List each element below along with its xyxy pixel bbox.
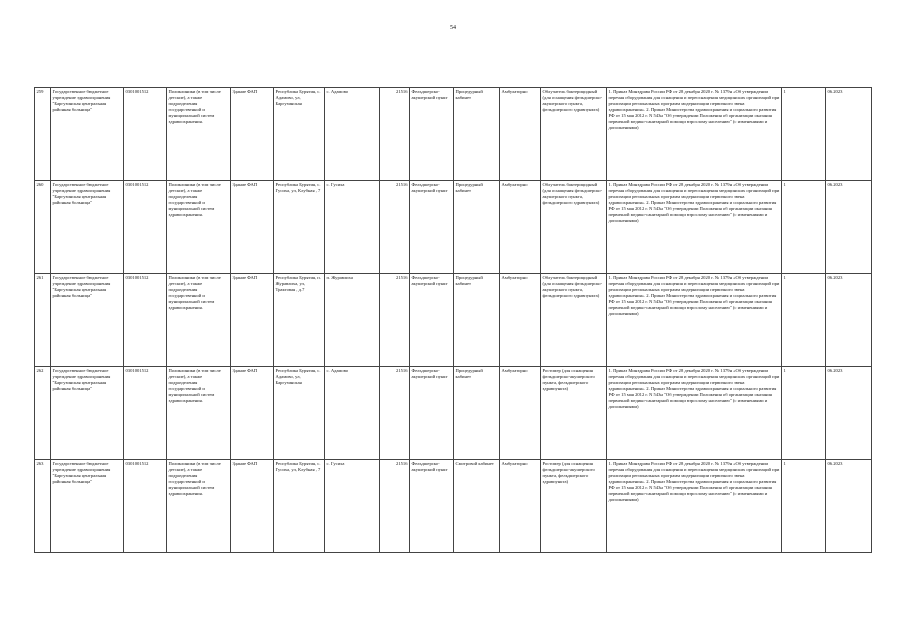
organization-name: Государственное бюджетное учреждение здравоохранения "Баргузинская центральная районная больница" bbox=[51, 367, 124, 460]
locality: п. Журавлиха bbox=[325, 274, 380, 367]
legal-basis: 1. Приказ Минздрава России РФ от 28 декабря 2020 г. № 1379н «Об утверждении перечня оборудования для оснащения и переоснащения медицинских организаций при реализации региональных программ модернизации первичного звена здравоохранения». 2. Приказ Министерства здравоохранения и социального развития РФ от 15 мая 2012 г. N 543н "Об утверждении Положения об организации оказания первичной медико-санитарной помощи взрослому населению" (с изменениями и дополнениями) bbox=[607, 88, 782, 181]
clinic-type: Поликлиники (в том числе детские), а также подразделения государственной и муниципальной систем здравоохранения. bbox=[167, 460, 231, 553]
equipment-name: Ростомер (для оснащения фельдшерско-акушерского пункта, фельдшерского здравпункта) bbox=[541, 367, 607, 460]
organization-code: 0301001512 bbox=[124, 88, 167, 181]
organization-name: Государственное бюджетное учреждение здравоохранения "Баргузинская центральная районная больница" bbox=[51, 181, 124, 274]
postal-code: 21516 bbox=[380, 181, 410, 274]
room-type: Смотровой кабинет bbox=[454, 460, 500, 553]
row-number: 263 bbox=[35, 460, 51, 553]
locality: с. Гусиха bbox=[325, 460, 380, 553]
table-row bbox=[35, 181, 872, 274]
organization-name: Государственное бюджетное учреждение здравоохранения "Баргузинская центральная районная больница" bbox=[51, 460, 124, 553]
delivery-date: 06.2023 bbox=[826, 274, 872, 367]
equipment-name: Облучатель бактерицидный (для оснащения фельдшерско-акушерского пункта, фельдшерского здравпункта) bbox=[541, 88, 607, 181]
row-number: 260 bbox=[35, 181, 51, 274]
postal-code: 21516 bbox=[380, 88, 410, 181]
clinic-type: Поликлиники (в том числе детские), а также подразделения государственной и муниципальной систем здравоохранения. bbox=[167, 367, 231, 460]
locality: с. Адамово bbox=[325, 88, 380, 181]
room-type: Процедурный кабинет bbox=[454, 274, 500, 367]
table-row bbox=[35, 367, 872, 460]
organization-code: 0301001512 bbox=[124, 367, 167, 460]
room-type: Процедурный кабинет bbox=[454, 367, 500, 460]
organization-code: 0301001512 bbox=[124, 460, 167, 553]
postal-code: 21516 bbox=[380, 460, 410, 553]
organization-name: Государственное бюджетное учреждение здравоохранения "Баргузинская центральная районная больница" bbox=[51, 88, 124, 181]
delivery-date: 06.2023 bbox=[826, 88, 872, 181]
building-type: Здание ФАП bbox=[231, 367, 274, 460]
organization-name: Государственное бюджетное учреждение здравоохранения "Баргузинская центральная районная больница" bbox=[51, 274, 124, 367]
building-type: Здание ФАП bbox=[231, 460, 274, 553]
postal-code: 21516 bbox=[380, 274, 410, 367]
address: Республика Бурятия, с. Адамово, ул, Баргузинская bbox=[274, 367, 325, 460]
facility-type: Фельдшерско-акушерский пункт bbox=[410, 274, 454, 367]
building-type: Здание ФАП bbox=[231, 181, 274, 274]
legal-basis: 1. Приказ Минздрава России РФ от 28 декабря 2020 г. № 1379н «Об утверждении перечня оборудования для оснащения и переоснащения медицинских организаций при реализации региональных программ модернизации первичного звена здравоохранения». 2. Приказ Министерства здравоохранения и социального развития РФ от 15 мая 2012 г. N 543н "Об утверждении Положения об организации оказания первичной медико-санитарной помощи взрослому населению" (с изменениями и дополнениями) bbox=[607, 460, 782, 553]
address: Республика Бурятия, с. Адамово, ул, Баргузинская bbox=[274, 88, 325, 181]
building-type: Здание ФАП bbox=[231, 274, 274, 367]
organization-code: 0301001512 bbox=[124, 181, 167, 274]
building-type: Здание ФАП bbox=[231, 88, 274, 181]
equipment-registry-table bbox=[34, 87, 872, 553]
room-type: Процедурный кабинет bbox=[454, 181, 500, 274]
room-type: Процедурный кабинет bbox=[454, 88, 500, 181]
delivery-date: 06.2023 bbox=[826, 460, 872, 553]
facility-type: Фельдшерско-акушерский пункт bbox=[410, 88, 454, 181]
address: Республика Бурятия, с. Гусиха, ул, Клубная , 7 bbox=[274, 460, 325, 553]
clinic-type: Поликлиники (в том числе детские), а также подразделения государственной и муниципальной систем здравоохранения. bbox=[167, 181, 231, 274]
facility-type: Фельдшерско-акушерский пункт bbox=[410, 460, 454, 553]
care-form: Амбулаторно bbox=[500, 181, 541, 274]
equipment-name: Облучатель бактерицидный (для оснащения фельдшерско-акушерского пункта, фельдшерского здравпункта) bbox=[541, 181, 607, 274]
row-number: 259 bbox=[35, 88, 51, 181]
row-number: 262 bbox=[35, 367, 51, 460]
care-form: Амбулаторно bbox=[500, 367, 541, 460]
clinic-type: Поликлиники (в том числе детские), а также подразделения государственной и муниципальной систем здравоохранения. bbox=[167, 88, 231, 181]
row-number: 261 bbox=[35, 274, 51, 367]
table-row bbox=[35, 460, 872, 553]
postal-code: 21516 bbox=[380, 367, 410, 460]
address: Республика Бурятия, п. Журавлиха, ул, Трактовая , д.7 bbox=[274, 274, 325, 367]
organization-code: 0301001512 bbox=[124, 274, 167, 367]
table-row bbox=[35, 274, 872, 367]
quantity: 1 bbox=[782, 274, 826, 367]
legal-basis: 1. Приказ Минздрава России РФ от 28 декабря 2020 г. № 1379н «Об утверждении перечня оборудования для оснащения и переоснащения медицинских организаций при реализации региональных программ модернизации первичного звена здравоохранения». 2. Приказ Министерства здравоохранения и социального развития РФ от 15 мая 2012 г. N 543н "Об утверждении Положения об организации оказания первичной медико-санитарной помощи взрослому населению" (с изменениями и дополнениями) bbox=[607, 181, 782, 274]
locality: с. Адамово bbox=[325, 367, 380, 460]
equipment-name: Облучатель бактерицидный (для оснащения фельдшерско-акушерского пункта, фельдшерского здравпункта) bbox=[541, 274, 607, 367]
page-number: 54 bbox=[450, 25, 456, 31]
facility-type: Фельдшерско-акушерский пункт bbox=[410, 367, 454, 460]
equipment-name: Ростомер (для оснащения фельдшерско-акушерского пункта, фельдшерского здравпункта) bbox=[541, 460, 607, 553]
quantity: 1 bbox=[782, 460, 826, 553]
table-row bbox=[35, 88, 872, 181]
quantity: 1 bbox=[782, 181, 826, 274]
legal-basis: 1. Приказ Минздрава России РФ от 28 декабря 2020 г. № 1379н «Об утверждении перечня оборудования для оснащения и переоснащения медицинских организаций при реализации региональных программ модернизации первичного звена здравоохранения». 2. Приказ Министерства здравоохранения и социального развития РФ от 15 мая 2012 г. N 543н "Об утверждении Положения об организации оказания первичной медико-санитарной помощи взрослому населению" (с изменениями и дополнениями) bbox=[607, 367, 782, 460]
delivery-date: 06.2023 bbox=[826, 367, 872, 460]
delivery-date: 06.2023 bbox=[826, 181, 872, 274]
care-form: Амбулаторно bbox=[500, 88, 541, 181]
locality: с. Гусиха bbox=[325, 181, 380, 274]
care-form: Амбулаторно bbox=[500, 460, 541, 553]
address: Республика Бурятия, с. Гусиха, ул, Клубная , 7 bbox=[274, 181, 325, 274]
facility-type: Фельдшерско-акушерский пункт bbox=[410, 181, 454, 274]
legal-basis: 1. Приказ Минздрава России РФ от 28 декабря 2020 г. № 1379н «Об утверждении перечня оборудования для оснащения и переоснащения медицинских организаций при реализации региональных программ модернизации первичного звена здравоохранения». 2. Приказ Министерства здравоохранения и социального развития РФ от 15 мая 2012 г. N 543н "Об утверждении Положения об организации оказания первичной медико-санитарной помощи взрослому населению" (с изменениями и дополнениями) bbox=[607, 274, 782, 367]
quantity: 1 bbox=[782, 367, 826, 460]
clinic-type: Поликлиники (в том числе детские), а также подразделения государственной и муниципальной систем здравоохранения. bbox=[167, 274, 231, 367]
quantity: 1 bbox=[782, 88, 826, 181]
care-form: Амбулаторно bbox=[500, 274, 541, 367]
